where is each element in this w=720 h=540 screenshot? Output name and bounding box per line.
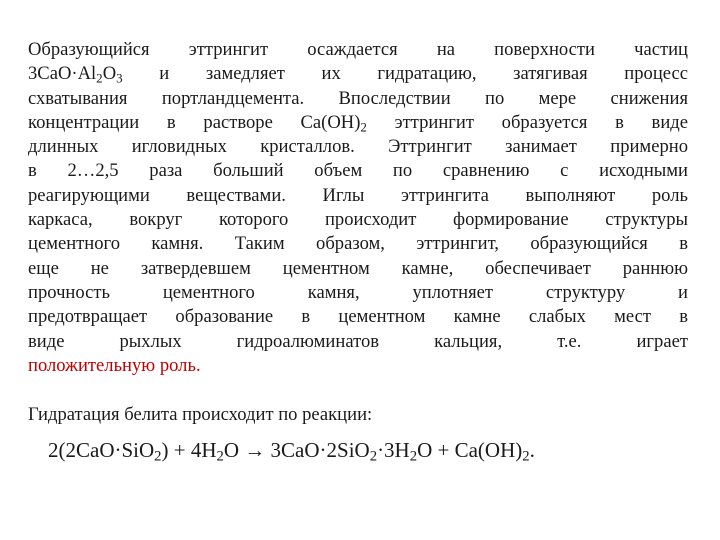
paragraph-text: концентрации в растворе Ca(OH) [28,111,361,133]
emphasis-positive-role: положительную роль. [28,354,201,376]
paragraph-line-2 [28,62,688,86]
equation-subscript: 2 [154,448,162,465]
equation-part: O + Ca(OH) [417,438,523,462]
equation-part: 2(2CaO·SiO [48,438,155,462]
formula-subscript: 2 [360,119,367,135]
paragraph-line-12: предотвращает образование в цементном камне слабых мест в [28,306,688,328]
equation-subscript: 2 [369,448,378,465]
paragraph-line-7: реагирующими веществами. Иглы эттрингита выполняют роль [28,184,688,206]
equation-subscript: 2 [409,448,418,465]
formula-subscript: 2 [96,70,103,86]
equation-subscript: 2 [522,448,530,465]
equation-part: O → 3CaO·2SiO [223,438,370,462]
ettringite-paragraph [28,38,688,378]
paragraph-text: эттрингит образуется в виде [366,111,688,133]
belite-hydration-intro: Гидратация белита происходит по реакции: [28,404,373,425]
formula-part: O [102,63,117,85]
belite-hydration-equation [48,436,535,464]
paragraph-line-9: цементного камня. Таким образом, эттрингит, образующийся в [28,233,688,255]
paragraph-line-11: прочность цементного камня, уплотняет структуру и [28,281,688,303]
paragraph-line-3: схватывания портландцемента. Впоследствии по мере снижения [28,87,688,109]
paragraph-line-10: еще не затвердевшем цементном камне, обеспечивает раннюю [28,257,688,279]
formula-subscript: 3 [116,70,123,86]
equation-part: ·3H [377,438,410,462]
paragraph-line-8: каркаса, вокруг которого происходит формирование структуры [28,209,688,231]
equation-subscript: 2 [216,448,224,465]
paragraph-text: и замедляет их гидратацию, затягивая процесс [122,63,688,85]
equation-part: ) + 4H [161,438,217,462]
paragraph-line-4 [28,111,688,135]
paragraph-line-5: длинных игловидных кристаллов. Эттрингит занимает примерно [28,136,688,158]
paragraph-line-13: виде рыхлых гидроалюминатов кальция, т.е. играет [28,330,688,352]
formula-part: 3CaO·Al [28,63,97,85]
paragraph-line-6: в 2…2,5 раза больший объем по сравнению с исходными [28,160,688,182]
equation-part: . [529,438,535,462]
paragraph-line-1: Образующийся эттрингит осаждается на поверхности частиц [28,39,688,60]
